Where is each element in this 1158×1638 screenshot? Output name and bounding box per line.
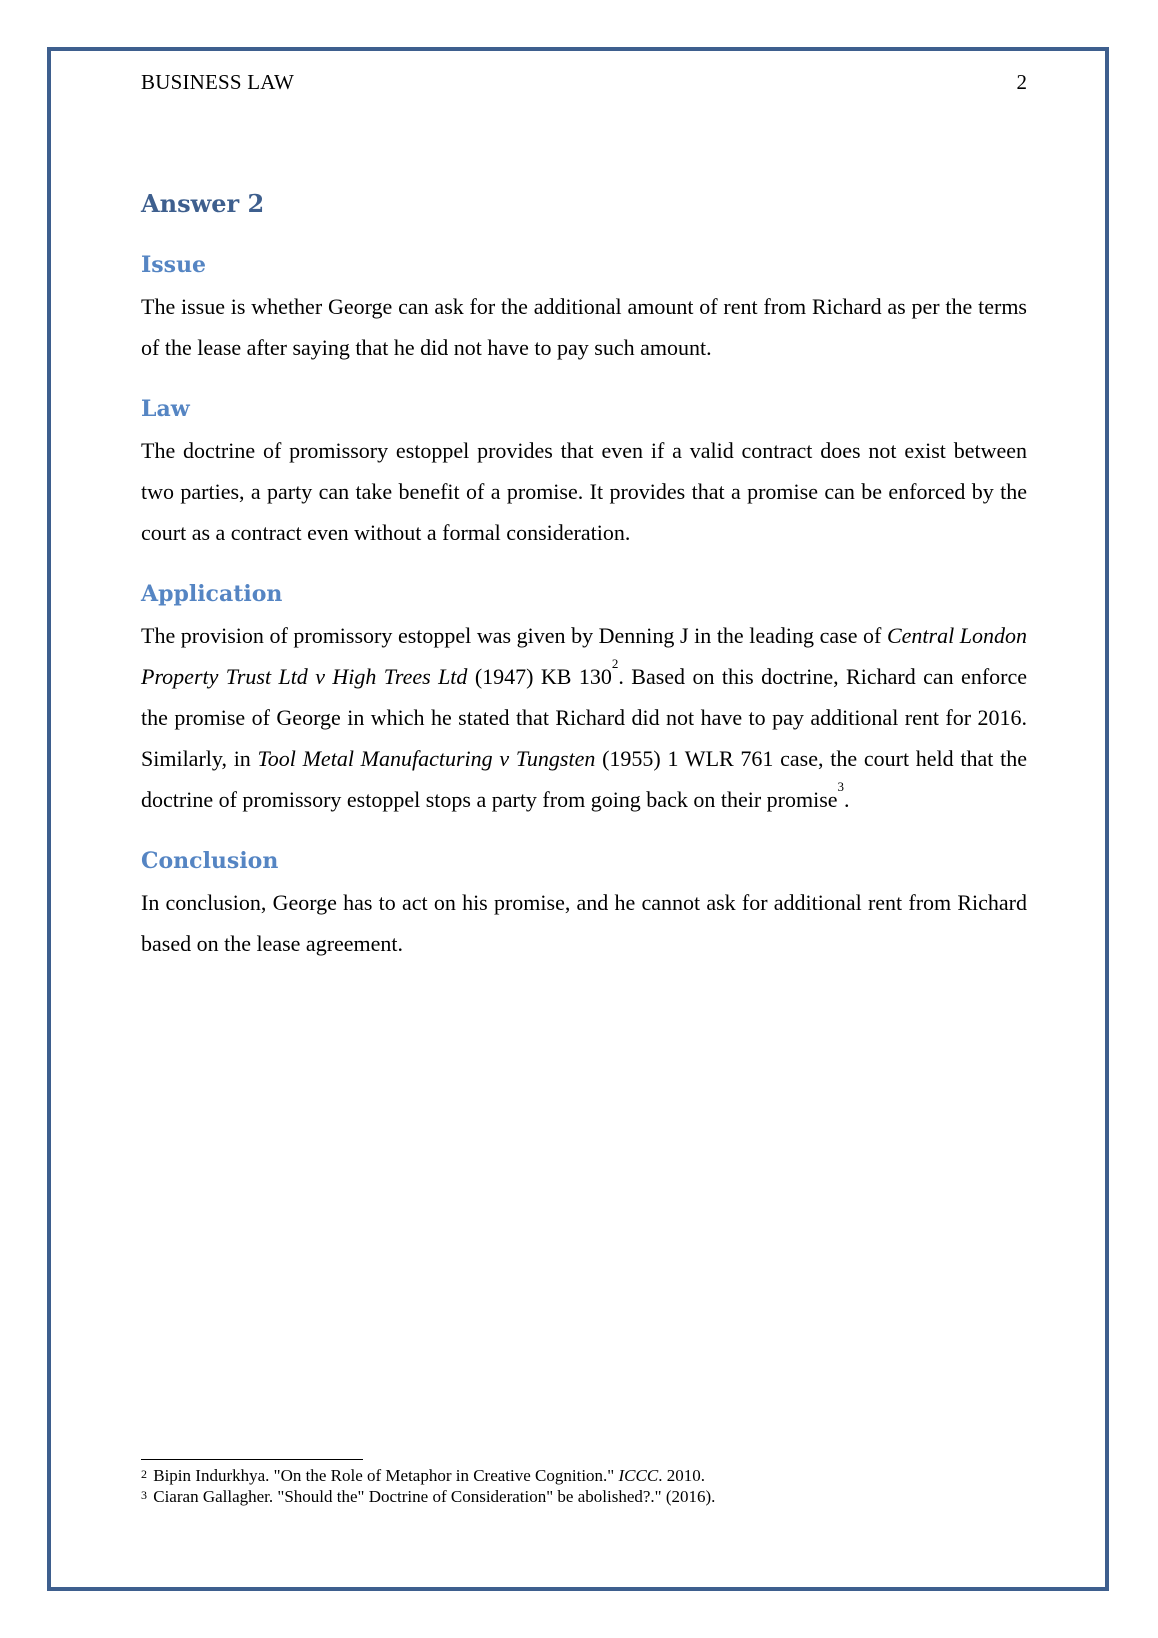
footnote-source-italic: ICCC — [618, 1466, 659, 1485]
issue-heading: Issue — [141, 252, 207, 278]
application-text-5: . — [844, 787, 850, 812]
application-heading: Application — [141, 581, 283, 607]
application-text-2: (1947) KB 130 — [467, 664, 612, 689]
footnote-number: 2 — [141, 1467, 147, 1481]
footnote-text: Ciaran Gallagher. "Should the" Doctrine of Consideration" be abolished?." (2016). — [149, 1487, 716, 1506]
case-name-tool-metal: Tool Metal Manufacturing v Tungsten — [257, 746, 596, 771]
footnote-number: 3 — [141, 1488, 147, 1502]
answer-heading: Answer 2 — [141, 189, 265, 218]
law-heading: Law — [141, 396, 190, 422]
document-body — [141, 184, 1027, 988]
conclusion-heading: Conclusion — [141, 848, 279, 874]
application-text-3: . Based on this doctrine, Richard can enforce the promise of George in which he stated that Richard did not have to pay additional rent for 2016. Similarly, in — [141, 664, 1027, 771]
application-text-4: (1955) 1 WLR 761 case, the court held that the doctrine of promissory estoppel stops a party from going back on their promise — [141, 746, 1027, 812]
case-name-high-trees: Central London Property Trust Ltd v High Trees Ltd — [141, 623, 1027, 689]
footnote-text-end: . 2010. — [658, 1466, 705, 1485]
footnote-separator — [141, 1459, 363, 1460]
footnote-2 — [141, 1465, 1027, 1486]
page-number: 2 — [1016, 70, 1027, 94]
application-paragraph — [141, 615, 1027, 820]
footnote-3 — [141, 1486, 1027, 1507]
issue-paragraph: The issue is whether George can ask for the additional amount of rent from Richard as per the terms of the lease after saying that he did not have to pay such amount. — [141, 294, 1027, 360]
footnotes — [141, 1465, 1027, 1507]
footnote-ref-2[interactable]: 2 — [611, 656, 619, 671]
header-title: BUSINESS LAW — [141, 70, 294, 94]
application-text-1: The provision of promissory estoppel was given by Denning J in the leading case of — [141, 623, 887, 648]
law-paragraph: The doctrine of promissory estoppel provides that even if a valid contract does not exist between two parties, a party can take benefit of a promise. It provides that a promise can be enforced by the court as a contract even without a formal consideration. — [141, 438, 1027, 545]
conclusion-paragraph: In conclusion, George has to act on his promise, and he cannot ask for additional rent from Richard based on the lease agreement. — [141, 890, 1027, 956]
footnote-ref-3[interactable]: 3 — [837, 779, 845, 794]
footnote-text: Bipin Indurkhya. "On the Role of Metaphor in Creative Cognition." — [149, 1466, 619, 1485]
